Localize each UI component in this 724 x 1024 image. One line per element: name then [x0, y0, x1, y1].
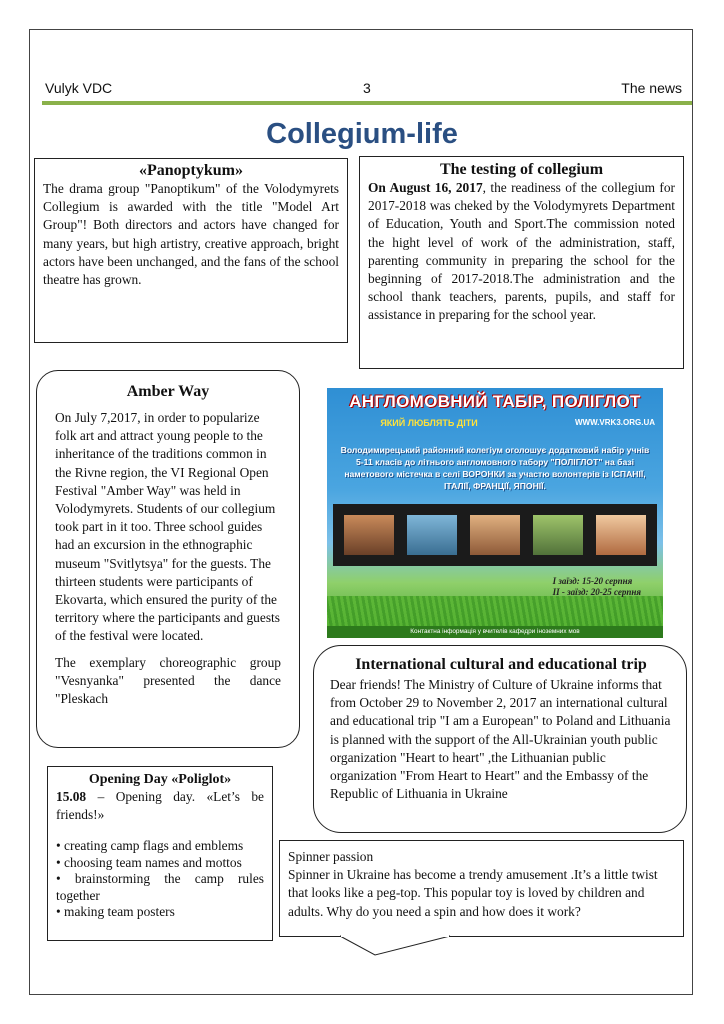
opening-list [56, 838, 264, 921]
amber-text [55, 409, 281, 708]
opening-list-item: • brainstorming the camp rules together [56, 871, 264, 903]
panoptykum-box [34, 158, 348, 343]
spinner-title: Spinner passion [288, 849, 374, 864]
poster-title: АНГЛОМОВНИЙ ТАБІР, ПОЛІГЛОТ [349, 392, 641, 411]
poster-date-2: II - заїзд: 20-25 серпня [552, 587, 641, 597]
opening-title: Opening Day «Poliglot» [88, 772, 232, 787]
camp-poster [327, 388, 663, 638]
header-publication: Vulyk VDC [45, 80, 113, 96]
testing-box [359, 156, 684, 369]
photo-frame [596, 515, 646, 555]
trip-box [313, 645, 687, 833]
poster-url: WWW.VRK3.ORG.UA [575, 418, 655, 427]
poster-body: Володимирецький районний колегіум оголошує додатковий набір учнів 5-11 класів до літнього англомовного табору "ПОЛІГЛОТ" на базі наметового містечка в селі ВОРОНКИ за участю волонтерів із ІСПАНІЇ, ІТАЛІЇ, ФРАНЦІЇ, ЯПОНІЇ. [340, 445, 650, 491]
spinner-box [279, 840, 684, 937]
poster-grass [327, 596, 663, 628]
header-rule [42, 101, 692, 105]
amber-paragraph-2: The exemplary choreographic group "Vesnyanka" presented the dance "Pleskach [55, 654, 281, 707]
opening-intro [56, 788, 264, 824]
trip-title: International cultural and educational trip [355, 656, 647, 673]
opening-list-item: • creating camp flags and emblems [56, 838, 244, 854]
opening-box [47, 766, 273, 941]
spinner-text: Spinner in Ukraine has become a trendy amusement .It’s a little twist that looks like a peg-top. This popular toy is loved by children and adults. Why do you need a spin and how does it work? [288, 867, 658, 919]
opening-list-item: • making team posters [56, 904, 175, 920]
header-section: The news [621, 80, 682, 96]
amber-paragraph-1: On July 7,2017, in order to popularize folk art and attract young people to the inheritance of the traditions common in the Rivne region, the VI Regional Open Festival "Amber Way" was held in Volodymyrets. Students of our collegium took part in it too. Three school guides had an excursion in the ethnographic museum "Svitlytsya" for the guests. The thirteen students were participants of Ekovarta, which ensured the purity of the territory where the participants and guests of the festival were located. [55, 410, 280, 644]
opening-date: 15.08 [56, 789, 87, 804]
photo-frame [533, 515, 583, 555]
photo-frame [344, 515, 394, 555]
spinner-bubble-tail [340, 935, 460, 957]
poster-footer: Контактна інформація у вчителів кафедри іноземних мов [327, 626, 663, 638]
testing-date: On August 16, 2017 [368, 180, 483, 195]
poster-dates [553, 576, 641, 598]
opening-list-item: • choosing team names and mottos [56, 854, 242, 870]
panoptykum-text: The drama group "Panoptikum" of the Volodymyrets Collegium is awarded with the title "Model Art Group"! Both directors and actors have changed for many years, but high artistry, creative approach, bright actors have been unchanged, and the fans of the school theatre has grown. [43, 181, 339, 288]
header-page-number: 3 [363, 80, 371, 96]
amber-box [36, 370, 300, 748]
photo-frame [407, 515, 457, 555]
testing-text [368, 179, 675, 325]
poster-subtitle: ЯКИЙ ЛЮБЛЯТЬ ДІТИ [380, 418, 478, 428]
opening-intro-text: – Opening day. «Let’s be friends!» [56, 789, 264, 823]
poster-date-1: I заїзд: 15-20 серпня [552, 576, 633, 586]
poster-filmstrip [333, 504, 657, 566]
photo-frame [470, 515, 520, 555]
trip-text: Dear friends! The Ministry of Culture of Ukraine informs that from October 29 to November 2, 2017 an international cultural and educational trip "I am a European" to Poland and Lithuania is planned with the support of the All-Ukrainian youth public organization "Heart to heart" ,the Lithuanian public organization "From Heart to Heart" and the Embassy of the Republic of Lithuania in Ukraine [330, 677, 671, 802]
amber-title: Amber Way [126, 383, 210, 400]
panoptykum-title: «Panoptykum» [138, 162, 244, 179]
testing-title: The testing of collegium [439, 161, 604, 178]
page-title: Collegium-life [266, 118, 458, 150]
testing-body: , the readiness of the collegium for 2017-2018 was cheked by the Volodymyrets Department of Education, Youth and Sport.The commission noted the hight level of work of the administration, staff, parenting community in preparing the school for the beginning of 2017-2018.The administration and the school thank teachers, parents, pupils, and staff for assistance in preparing for the school year. [368, 180, 676, 323]
